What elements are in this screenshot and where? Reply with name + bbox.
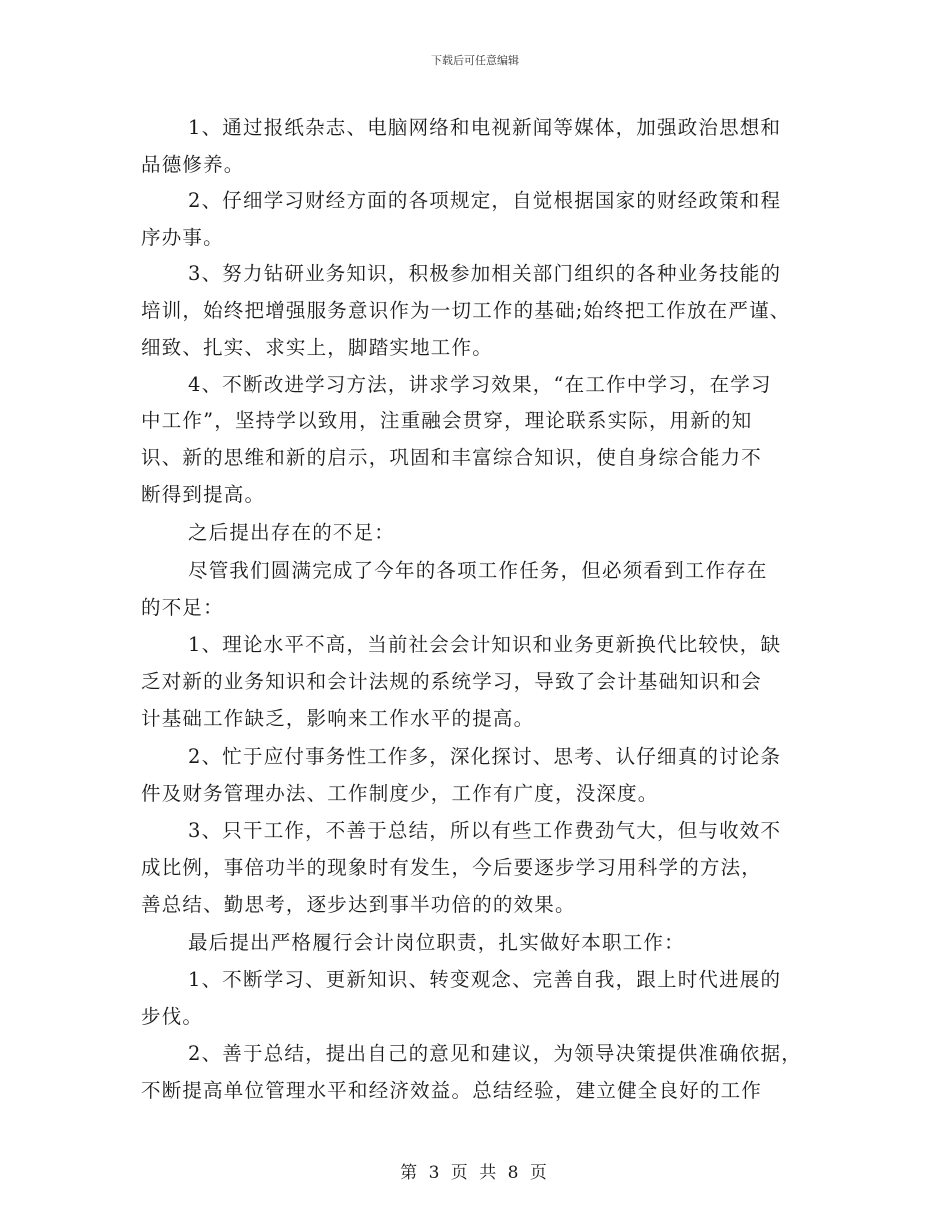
text-line: 细致、扎实、求实上，脚踏实地工作。 bbox=[141, 336, 493, 359]
text-line: 培训，始终把增强服务意识作为一切工作的基础;始终把工作放在严谨、 bbox=[141, 299, 791, 322]
text-line: 断得到提高。 bbox=[141, 483, 266, 506]
text-line: 不断提高单位管理水平和经济效益。总结经验，建立健全良好的工作 bbox=[141, 1079, 763, 1102]
text-line: 计基础工作缺乏，影响来工作水平的提高。 bbox=[141, 707, 535, 730]
text-line: 最后提出严格履行会计岗位职责，扎实做好本职工作： bbox=[188, 931, 685, 954]
text-line: 2、善于总结，提出自己的意见和建议，为领导决策提供准确依据， bbox=[188, 1042, 802, 1065]
text-line: 2、忙于应付事务性工作多，深化探讨、思考、认仔细真的讨论条 bbox=[188, 745, 782, 768]
text-line: 序办事。 bbox=[141, 226, 224, 249]
text-line: 尽管我们圆满完成了今年的各项工作任务，但必须看到工作存在 bbox=[188, 559, 768, 582]
text-line: 1、不断学习、更新知识、转变观念、完善自我，跟上时代进展的 bbox=[188, 968, 782, 991]
text-line: 中工作”，坚持学以致用，注重融会贯穿，理论联系实际，用新的知 bbox=[141, 409, 753, 432]
text-line: 4、不断改进学习方法，讲求学习效果，“在工作中学习，在学习 bbox=[188, 373, 772, 396]
text-line: 成比例，事倍功半的现象时有发生，今后要逐步学习用科学的方法， bbox=[141, 856, 763, 879]
text-line: 的不足： bbox=[141, 596, 224, 619]
text-line: 品德修养。 bbox=[141, 153, 245, 176]
text-line: 3、只干工作，不善于总结，所以有些工作费劲气大，但与收效不 bbox=[188, 819, 782, 842]
text-line: 步伐。 bbox=[141, 1005, 204, 1028]
text-line: 件及财务管理办法、工作制度少，工作有广度，没深度。 bbox=[141, 782, 659, 805]
page-number-footer: 第 3 页 共 8 页 bbox=[400, 1163, 550, 1183]
text-line: 3、努力钻研业务知识，积极参加相关部门组织的各种业务技能的 bbox=[188, 262, 782, 285]
text-line: 1、通过报纸杂志、电脑网络和电视新闻等媒体，加强政治思想和 bbox=[188, 116, 782, 139]
text-line: 善总结、勤思考，逐步达到事半功倍的的效果。 bbox=[141, 893, 576, 916]
text-line: 之后提出存在的不足： bbox=[188, 521, 396, 544]
text-line: 1、理论水平不高，当前社会会计知识和业务更新换代比较快，缺 bbox=[188, 633, 782, 656]
text-line: 2、仔细学习财经方面的各项规定，自觉根据国家的财经政策和程 bbox=[188, 189, 782, 212]
text-line: 乏对新的业务知识和会计法规的系统学习，导致了会计基础知识和会 bbox=[141, 670, 763, 693]
header-note: 下载后可任意编辑 bbox=[431, 54, 519, 67]
text-line: 识、新的思维和新的启示，巩固和丰富综合知识，使自身综合能力不 bbox=[141, 446, 763, 469]
